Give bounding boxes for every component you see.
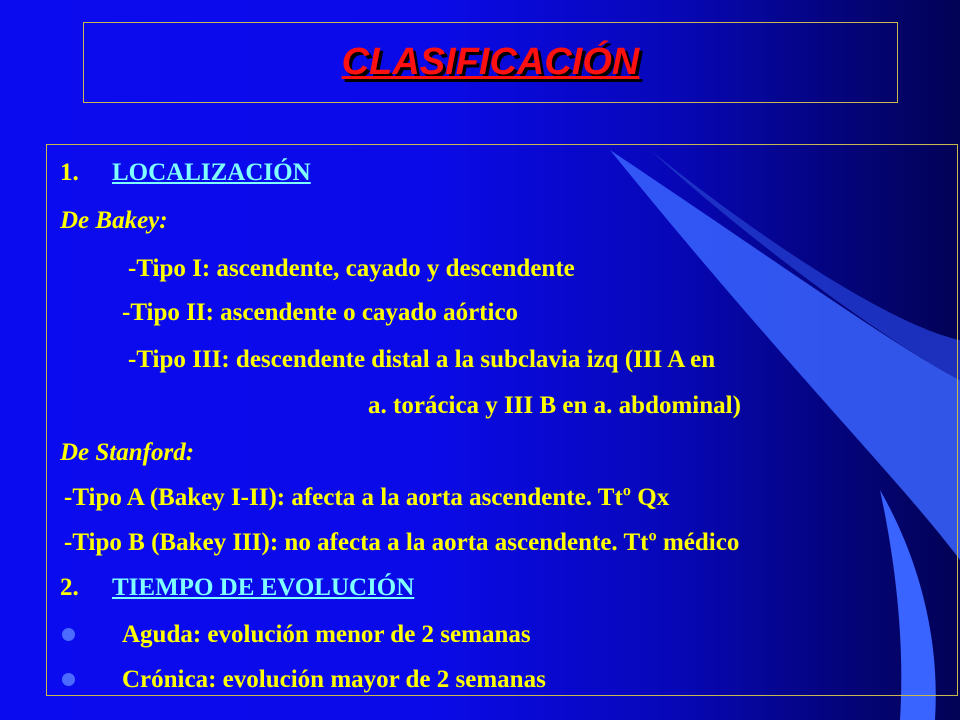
debakey-item: -Tipo II: ascendente o cayado aórtico — [122, 299, 519, 326]
bullet-item: Aguda: evolución menor de 2 semanas — [122, 621, 531, 648]
debakey-item: -Tipo I: ascendente, cayado y descendente — [128, 255, 575, 282]
section-localizacion — [60, 160, 311, 185]
bullet-item: Crónica: evolución mayor de 2 semanas — [122, 666, 546, 693]
stanford-item: -Tipo A (Bakey I-II): afecta a la aorta ascendente. Ttº Qx — [64, 484, 670, 511]
section-heading: LOCALIZACIÓN — [112, 159, 311, 186]
slide-title: CLASIFICACIÓN — [341, 41, 640, 83]
stanford-item: -Tipo B (Bakey III): no afecta a la aorta ascendente. Ttº médico — [64, 529, 740, 556]
content-box — [46, 144, 958, 696]
section-number: 1. — [60, 159, 79, 186]
section-number: 2. — [60, 574, 79, 601]
section-tiempo-evolucion — [60, 575, 414, 600]
bullet-dot — [62, 673, 75, 686]
section-heading: TIEMPO DE EVOLUCIÓN — [112, 574, 415, 601]
debakey-item: a. torácica y III B en a. abdominal) — [368, 392, 741, 419]
debakey-item: -Tipo III: descendente distal a la subclavia izq (III A en — [128, 346, 716, 373]
debakey-label: De Bakey: — [60, 207, 168, 234]
bullet-dot — [62, 628, 75, 641]
title-box — [83, 22, 898, 103]
stanford-label: De Stanford: — [60, 439, 195, 466]
